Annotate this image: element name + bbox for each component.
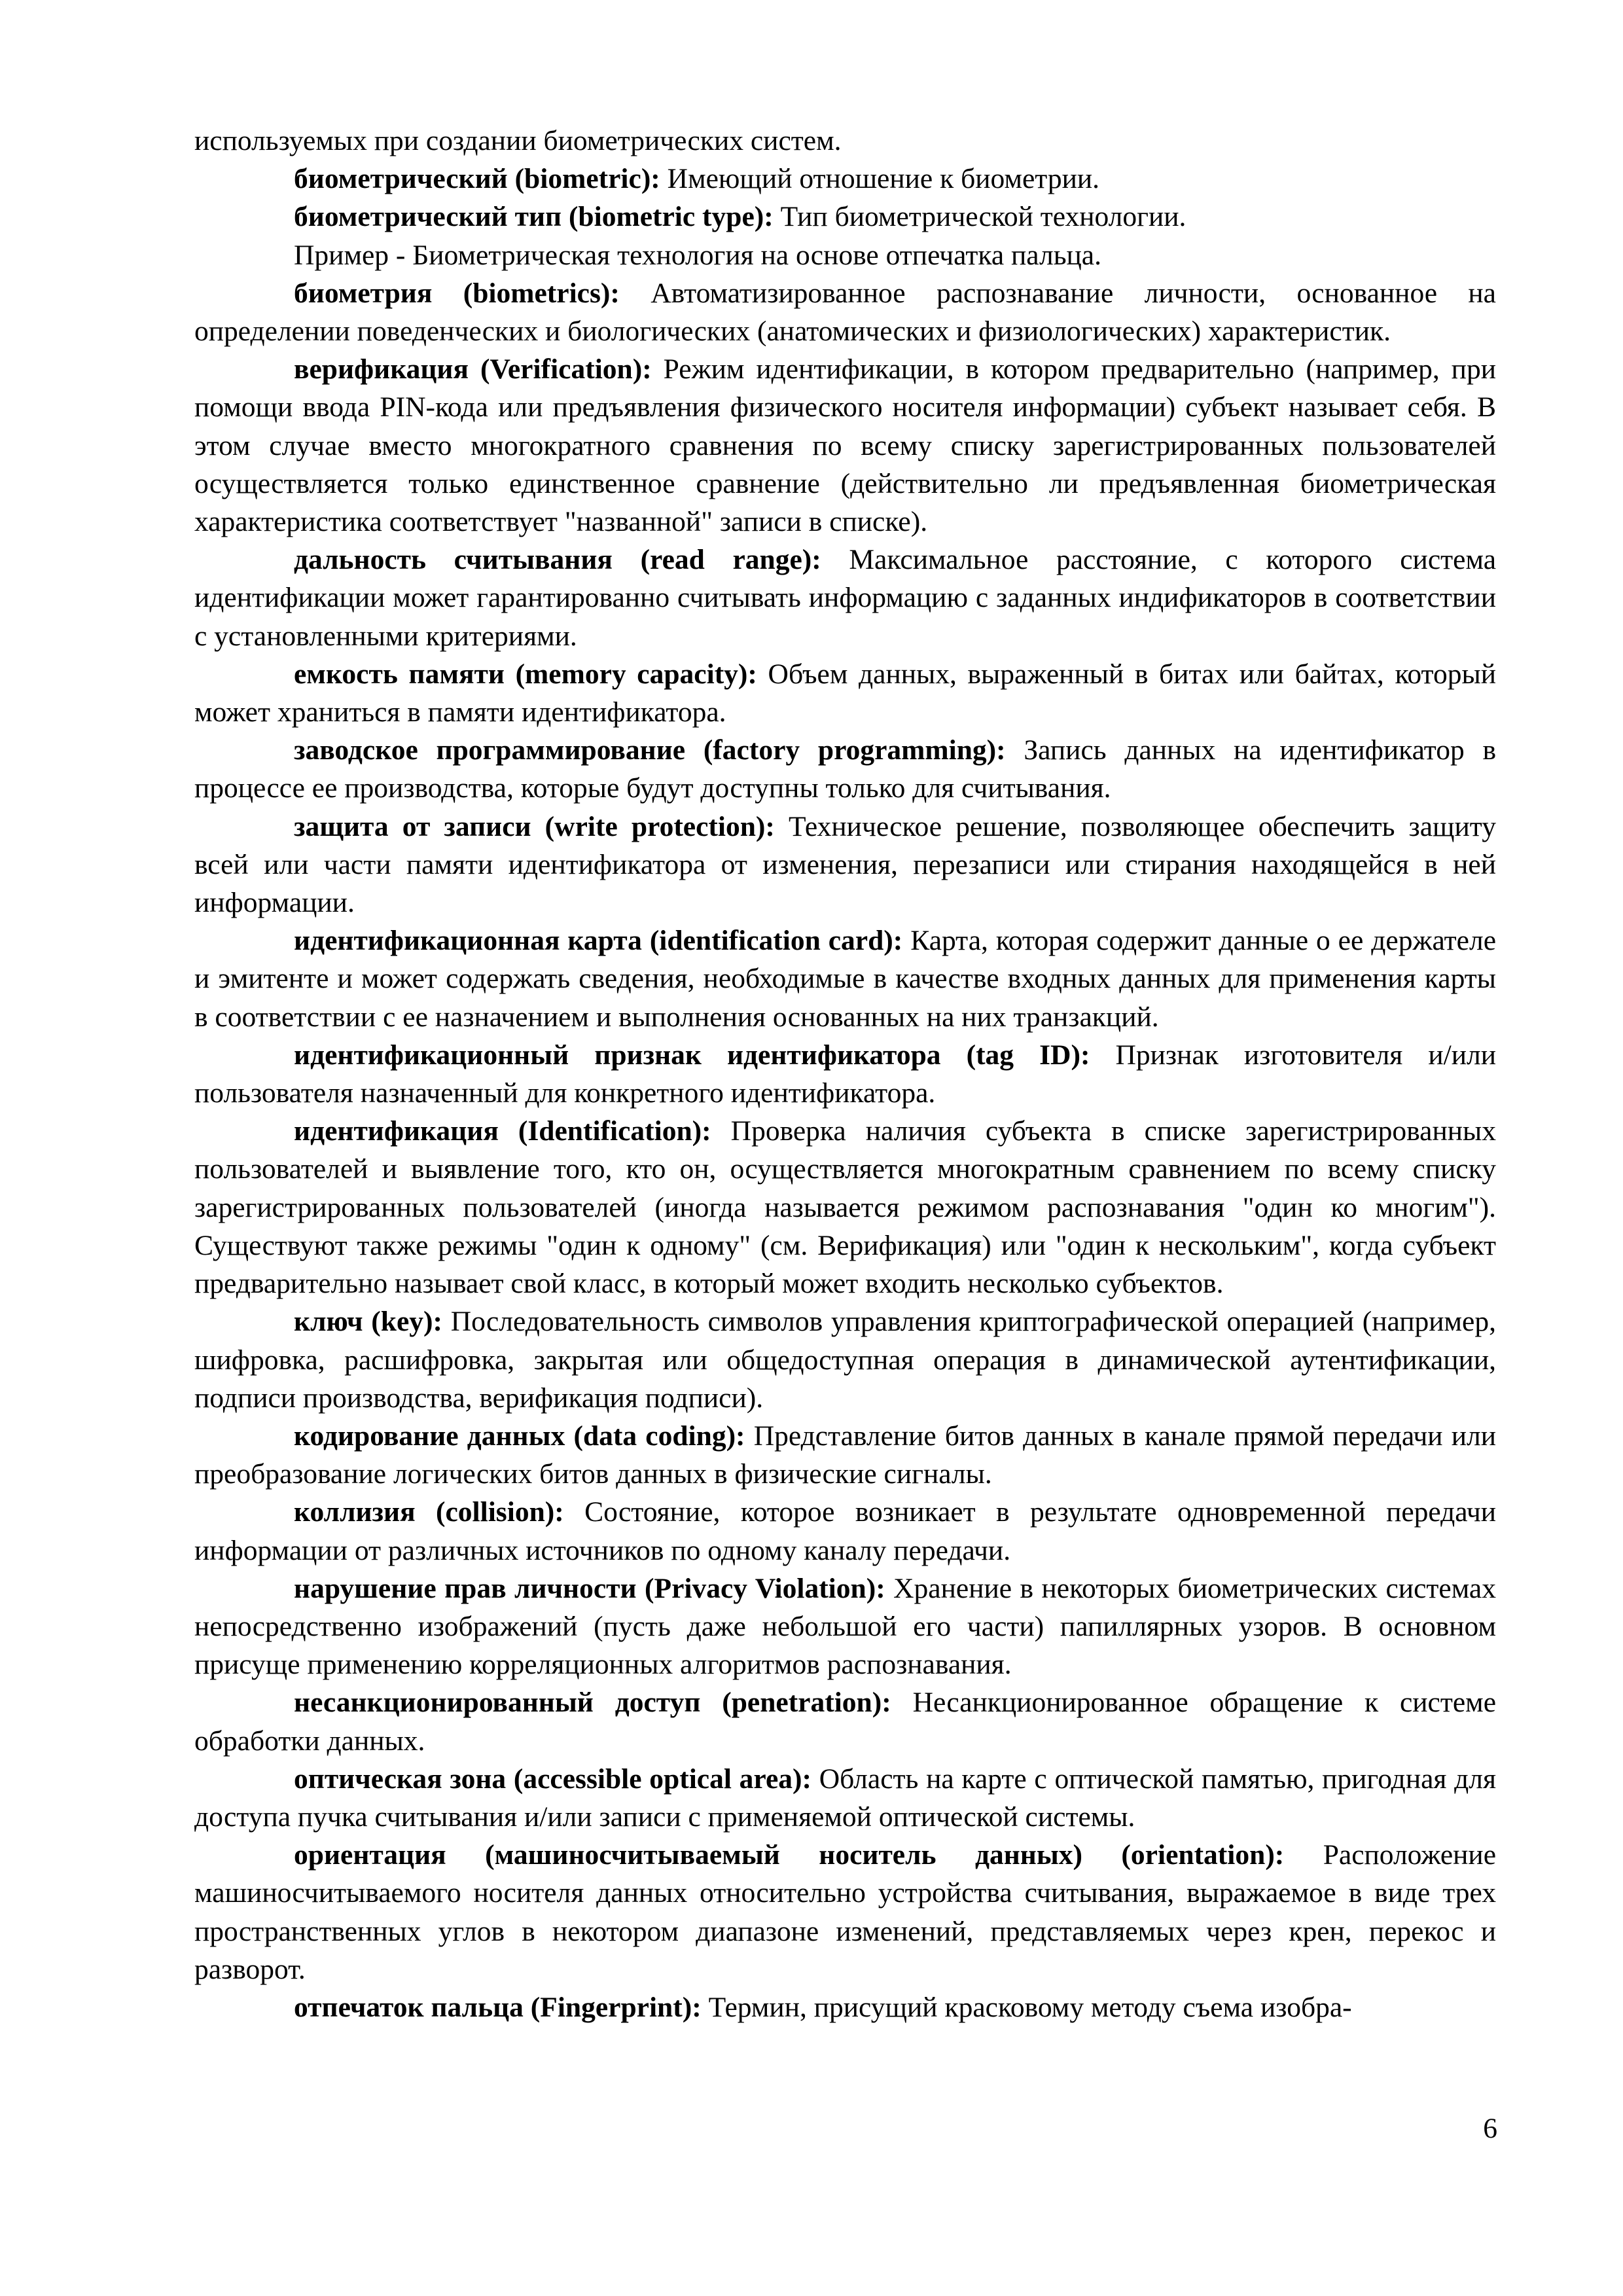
entry-definition: Термин, присущий красковому методу съема изобра- (701, 1991, 1352, 2023)
glossary-entry (194, 1760, 1496, 1836)
entry-term: нарушение прав личности (Privacy Violation): (294, 1572, 885, 1604)
entry-term: коллизия (collision): (294, 1496, 564, 1528)
entry-definition: Тип биометрической технологии. (773, 201, 1186, 233)
entry-definition: Несанкционированное обращение к системе обработки данных. (194, 1687, 1496, 1757)
entry-term: верификация (Verification): (294, 353, 652, 386)
entry-definition: Признак изготовителя и/или пользователя назначенный для конкретного идентификатора. (194, 1039, 1496, 1109)
entry-definition: Автоматизированное распознавание личности, основанное на определении поведенческих и биологических (анатомических и физиологических) характеристик. (194, 277, 1496, 348)
glossary-example (194, 236, 1496, 274)
glossary-entry (194, 808, 1496, 922)
glossary-entry (194, 1836, 1496, 1988)
entry-term: емкость памяти (memory capacity): (294, 658, 757, 690)
glossary-entry (194, 922, 1496, 1036)
glossary-entry (194, 655, 1496, 731)
entry-term: идентификация (Identification): (294, 1115, 711, 1147)
entry-definition: Последовательность символов управления криптографической операцией (например, шифровка, расшифровка, закрытая или общедоступная операция в динамической аутентификации, подписи производства, верификация подписи). (194, 1306, 1496, 1414)
glossary-entry (194, 1493, 1496, 1569)
entry-term: ориентация (машиносчитываемый носитель данных) (orientation): (294, 1839, 1285, 1871)
glossary-entry (194, 350, 1496, 541)
glossary-text (194, 122, 1496, 2026)
glossary-entry (194, 160, 1496, 198)
entry-definition: Техническое решение, позволяющее обеспечить защиту всей или части памяти идентификатора от изменения, перезаписи или стирания находящейся в ней информации. (194, 810, 1496, 919)
entry-definition: Расположение машиносчитываемого носителя данных относительно устройства считывания, выражаемое в виде трех пространственных углов в некотором диапазоне изменений, представляемых через крен, перекос и разворот. (194, 1839, 1497, 1985)
entry-definition: Запись данных на идентификатор в процессе ее производства, которые будут доступны только для считывания. (194, 734, 1496, 804)
opening-line: используемых при создании биометрических систем. (194, 125, 842, 156)
entry-term: биометрический тип (biometric type): (294, 201, 774, 233)
glossary-entry (194, 1302, 1496, 1417)
glossary-entry (194, 1036, 1496, 1112)
entry-definition: Карта, которая содержит данные о ее держателе и эмитенте и может содержать сведения, необходимые в качестве входных данных для применения карты в соответствии с ее назначением и выполнения основанных на них транзакций. (194, 925, 1497, 1033)
entry-term: оптическая зона (accessible optical area): (294, 1763, 812, 1795)
entry-term: заводское программирование (factory programming): (294, 734, 1006, 766)
entry-definition: Проверка наличия субъекта в списке зарегистрированных пользователей и выявление того, кто он, осуществляется многократным сравнением по всему списку зарегистрированных пользователей (иногда называется режимом распознавания "один ко многим"). Существуют также режимы "один к одному" (см. Верификация) или "один к нескольким", когда субъект предварительно называет свой класс, в который может входить несколько субъектов. (194, 1115, 1496, 1300)
entry-definition: Пример - Биометрическая технология на основе отпечатка пальца. (294, 239, 1101, 271)
entry-definition: Состояние, которое возникает в результате одновременной передачи информации от различных источников по одному каналу передачи. (194, 1496, 1496, 1566)
entry-term: идентификационная карта (identification card): (294, 925, 903, 957)
entry-term: кодирование данных (data coding): (294, 1420, 745, 1452)
entry-term: биометрический (biometric): (294, 163, 660, 195)
entry-definition: Объем данных, выраженный в битах или байтах, который может храниться в памяти идентификатора. (194, 658, 1497, 728)
glossary-entry (194, 731, 1496, 807)
entry-definition: Максимальное расстояние, с которого система идентификации может гарантированно считывать информацию с заданных индификаторов в соответствии с установленными критериями. (194, 544, 1497, 652)
entry-term: биометрия (biometrics): (294, 277, 620, 309)
entry-term: ключ (key): (294, 1306, 443, 1338)
page-number: 6 (1483, 2113, 1497, 2144)
glossary-entry (194, 1417, 1496, 1493)
entry-term: дальность считывания (read range): (294, 544, 821, 576)
glossary-entry (194, 1683, 1496, 1759)
entry-definition: Режим идентификации, в котором предварительно (например, при помощи ввода PIN-кода или предъявления физического носителя информации) субъект называет себя. В этом случае вместо многократного сравнения по всему списку зарегистрированных пользователей осуществляется только единственное сравнение (действительно ли предъявленная биометрическая характеристика соответствует "названной" записи в списке). (194, 353, 1496, 538)
entry-definition: Область на карте с оптической памятью, пригодная для доступа пучка считывания и/или записи с применяемой оптической системы. (194, 1763, 1496, 1833)
glossary-entry (194, 274, 1496, 350)
glossary-entry (194, 1570, 1496, 1684)
glossary-entry (194, 1988, 1496, 2026)
entry-term: несанкционированный доступ (penetration): (294, 1687, 891, 1719)
glossary-entry (194, 1112, 1496, 1302)
entry-definition: Представление битов данных в канале прямой передачи или преобразование логических битов данных в физические сигналы. (194, 1420, 1496, 1490)
entry-term: отпечаток пальца (Fingerprint): (294, 1991, 702, 2023)
entry-definition: Хранение в некоторых биометрических системах непосредственно изображений (пусть даже небольшой его части) папиллярных узоров. В основном присуще применению корреляционных алгоритмов распознавания. (194, 1572, 1496, 1681)
glossary-entry (194, 541, 1496, 655)
glossary-entry (194, 198, 1496, 236)
entry-term: идентификационный признак идентификатора (tag ID): (294, 1039, 1090, 1071)
entry-definition: Имеющий отношение к биометрии. (660, 163, 1100, 195)
entry-term: защита от записи (write protection): (294, 810, 775, 842)
